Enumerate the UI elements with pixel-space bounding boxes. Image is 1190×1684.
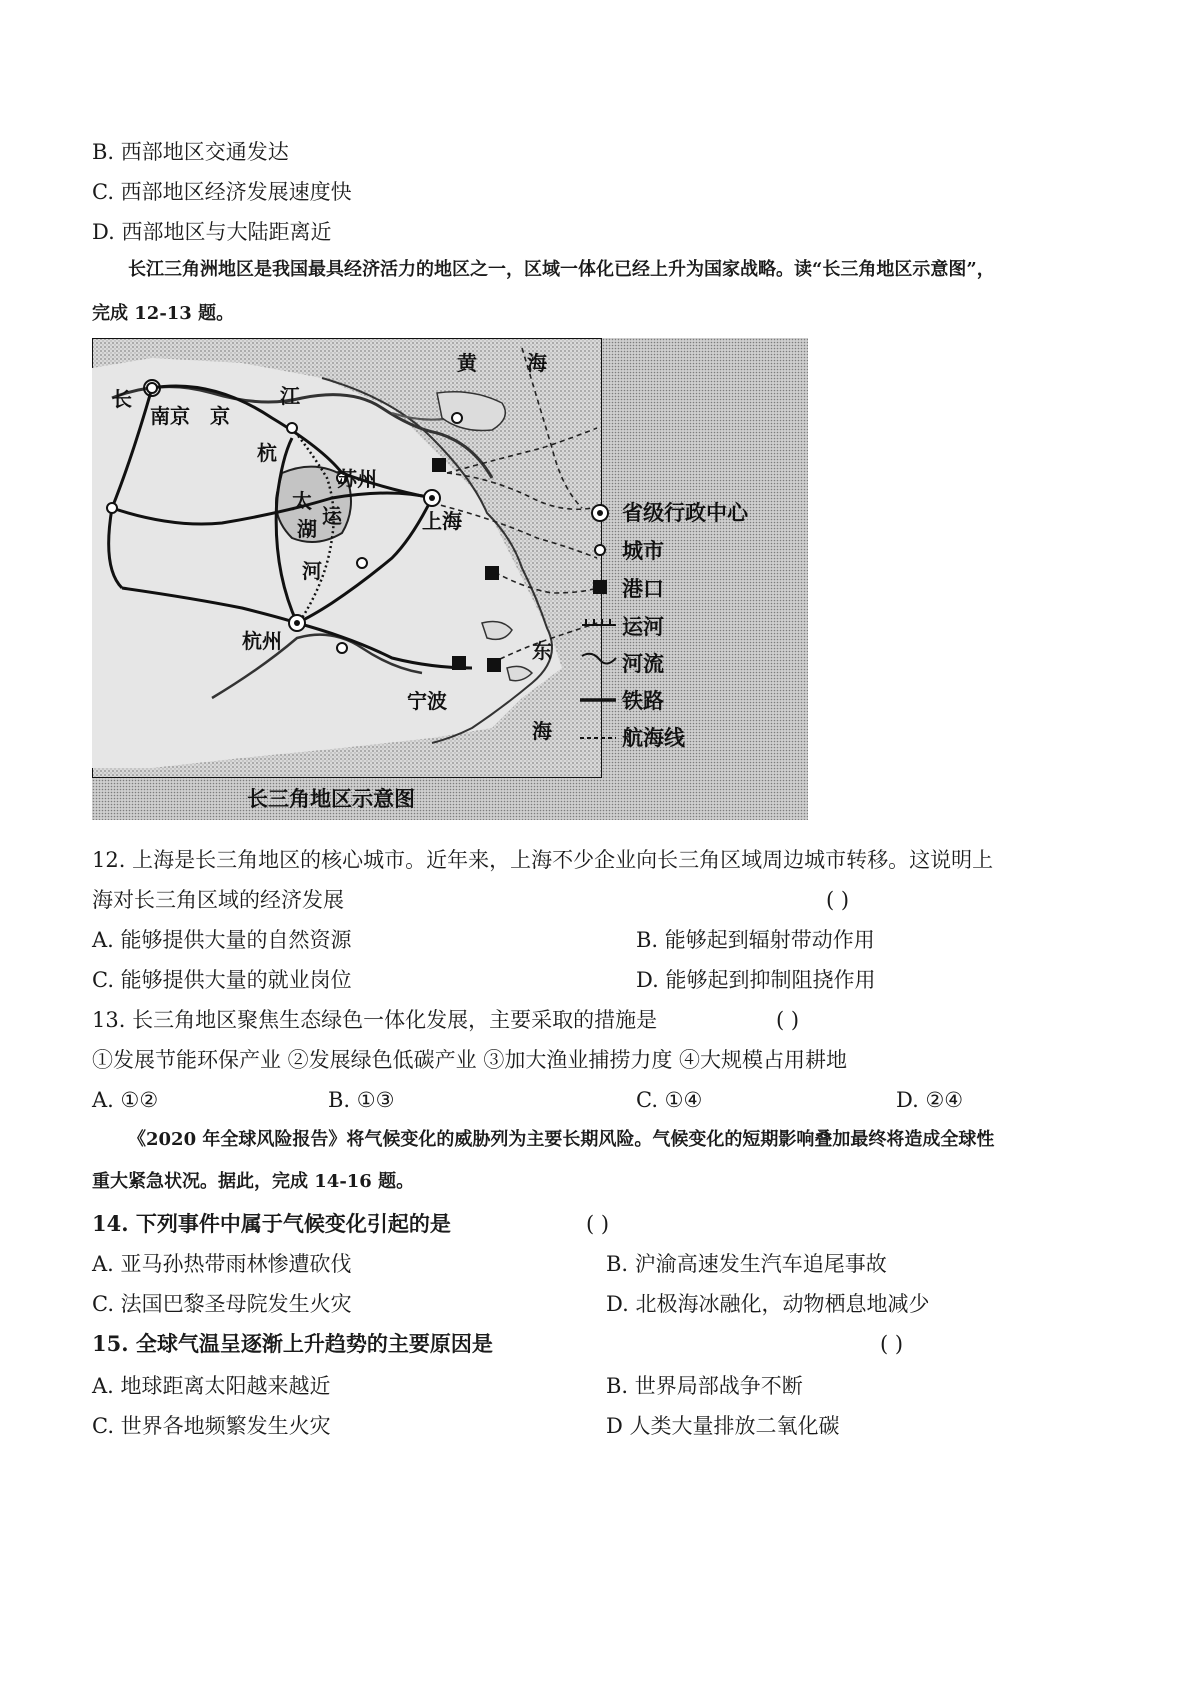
q15-option-d: D 人类大量排放二氧化碳 bbox=[606, 1414, 840, 1438]
intro-paragraph-1-line-1: 长江三角洲地区是我国最具经济活力的地区之一，区域一体化已经上升为国家战略。读“长三角地区示意图”， bbox=[128, 259, 995, 280]
city-icon bbox=[595, 545, 605, 555]
q15-option-c: C. 世界各地频繁发生火灾 bbox=[92, 1414, 331, 1438]
q14-option-d: D. 北极海冰融化，动物栖息地减少 bbox=[606, 1292, 930, 1316]
q14-option-a: A. 亚马孙热带雨林惨遭砍伐 bbox=[92, 1252, 352, 1276]
label-he: 河 bbox=[302, 559, 322, 583]
q12-answer-blank: ( ) bbox=[826, 888, 850, 912]
q14-stem: 14. 下列事件中属于气候变化引起的是 bbox=[92, 1211, 451, 1236]
q15-option-b: B. 世界局部战争不断 bbox=[606, 1374, 803, 1398]
q13-option-b: B. ①③ bbox=[328, 1088, 395, 1112]
label-hangzhou: 杭州 bbox=[242, 629, 282, 653]
label-ningbo: 宁波 bbox=[407, 689, 447, 713]
option-c-prev: C. 西部地区经济发展速度快 bbox=[92, 180, 352, 204]
q12-stem-line-2: 海对长三角区域的经济发展 bbox=[92, 888, 344, 912]
label-shanghai: 上海 bbox=[422, 509, 462, 533]
legend-label-port: 港口 bbox=[622, 577, 664, 601]
legend-label-canal: 运河 bbox=[622, 615, 664, 639]
legend-label-shipping-route: 航海线 bbox=[622, 726, 685, 750]
legend-label-city: 城市 bbox=[622, 539, 664, 563]
q13-items: ①发展节能环保产业 ②发展绿色低碳产业 ③加大渔业捕捞力度 ④大规模占用耕地 bbox=[92, 1048, 848, 1072]
legend-label-railway: 铁路 bbox=[622, 689, 664, 713]
q15-stem: 15. 全球气温呈逐渐上升趋势的主要原因是 bbox=[92, 1331, 493, 1356]
label-hang: 杭 bbox=[257, 441, 277, 465]
label-jiang: 江 bbox=[280, 384, 300, 408]
label-yun: 运 bbox=[322, 504, 342, 528]
label-huang: 黄 bbox=[457, 351, 477, 375]
label-tai: 太 bbox=[292, 489, 312, 513]
label-nanjing: 南京 bbox=[150, 404, 190, 428]
q12-option-d: D. 能够起到抑制阻挠作用 bbox=[636, 968, 876, 992]
q15-option-a: A. 地球距离太阳越来越近 bbox=[92, 1374, 331, 1398]
q12-option-b: B. 能够起到辐射带动作用 bbox=[636, 928, 875, 952]
label-jing: 京 bbox=[210, 404, 230, 428]
q12-option-c: C. 能够提供大量的就业岗位 bbox=[92, 968, 352, 992]
q12-stem-line-1: 12. 上海是长三角地区的核心城市。近年来，上海不少企业向长三角区域周边城市转移。这说明上 bbox=[92, 848, 994, 872]
yangtze-delta-map bbox=[92, 338, 808, 820]
legend-label-river: 河流 bbox=[622, 652, 664, 676]
label-hu: 湖 bbox=[297, 517, 317, 541]
q13-option-d: D. ②④ bbox=[896, 1088, 964, 1112]
label-chang: 长 bbox=[112, 387, 132, 411]
q13-option-a: A. ①② bbox=[92, 1088, 159, 1112]
label-hai-2: 海 bbox=[532, 719, 552, 743]
q12-option-a: A. 能够提供大量的自然资源 bbox=[92, 928, 352, 952]
q15-answer-blank: ( ) bbox=[880, 1332, 904, 1356]
option-d-prev: D. 西部地区与大陆距离近 bbox=[92, 220, 332, 244]
option-b-prev: B. 西部地区交通发达 bbox=[92, 140, 289, 164]
label-dong: 东 bbox=[532, 639, 552, 663]
q13-stem: 13. 长三角地区聚焦生态绿色一体化发展，主要采取的措施是 bbox=[92, 1008, 658, 1032]
intro-paragraph-1-line-2: 完成 12-13 题。 bbox=[92, 303, 235, 324]
q13-option-c: C. ①④ bbox=[636, 1088, 703, 1112]
q14-option-c: C. 法国巴黎圣母院发生火灾 bbox=[92, 1292, 352, 1316]
label-hai: 海 bbox=[527, 351, 547, 375]
legend-label-provincial-center: 省级行政中心 bbox=[622, 501, 748, 525]
intro-paragraph-2-line-1: 《2020 年全球风险报告》将气候变化的威胁列为主要长期风险。气候变化的短期影响叠加最终将造成全球性 bbox=[128, 1129, 995, 1150]
port-icon bbox=[593, 580, 607, 594]
label-suzhou: 苏州 bbox=[337, 467, 377, 491]
intro-paragraph-2-line-2: 重大紧急状况。据此，完成 14-16 题。 bbox=[92, 1171, 415, 1192]
q14-answer-blank: ( ) bbox=[586, 1212, 610, 1236]
q14-option-b: B. 沪渝高速发生汽车追尾事故 bbox=[606, 1252, 887, 1276]
q13-answer-blank: ( ) bbox=[776, 1008, 800, 1032]
map-caption: 长三角地区示意图 bbox=[247, 787, 415, 811]
